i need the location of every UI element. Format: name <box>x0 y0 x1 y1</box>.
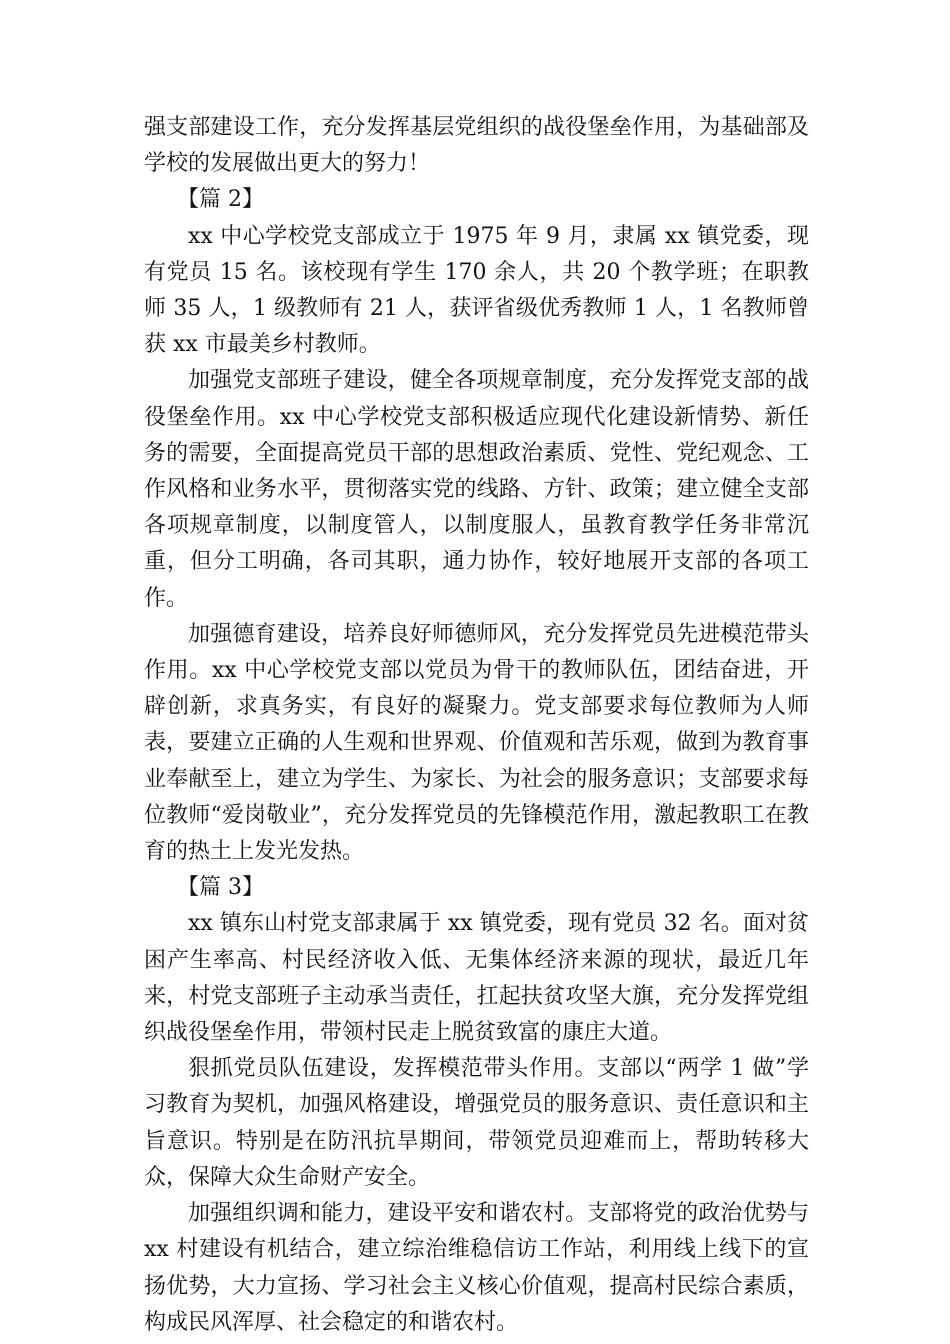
paragraph: xx 中心学校党支部成立于 1975 年 9 月，隶属 xx 镇党委，现有党员 15 名。该校现有学生 170 余人，共 20 个教学班；在职教师 35 人，1 级教师有 21 人，获评省级优秀教师 1 人，1 名教师曾获 xx 市最美乡村教师。 <box>144 223 809 358</box>
continuation-paragraph: 强支部建设工作，充分发挥基层党组织的战役堡垒作用，为基础部及学校的发展做出更大的努力！ <box>144 115 809 177</box>
paragraph: 加强德育建设，培养良好师德师风，充分发挥党员先进模范带头作用。xx 中心学校党支部以党员为骨干的教师队伍，团结奋进，开辟创新，求真务实，有良好的凝聚力。党支部要求每位教师为人师表，要建立正确的人生观和世界观、价值观和苦乐观，做到为教育事业奉献至上，建立为学生、为家长、为社会的服务意识；支部要求每位教师“爱岗敬业”，充分发挥党员的先锋模范作用，激起教职工在教育的热土上发光发热。 <box>144 621 809 865</box>
paragraph: 加强党支部班子建设，健全各项规章制度，充分发挥党支部的战役堡垒作用。xx 中心学校党支部积极适应现代化建设新情势、新任务的需要，全面提高党员干部的思想政治素质、党性、党纪观念、工作风格和业务水平，贯彻落实党的线路、方针、政策；建立健全支部各项规章制度，以制度管人，以制度服人，虽教育教学任务非常沉重，但分工明确，各司其职，通力协作，较好地展开支部的各项工作。 <box>144 368 809 611</box>
section-heading-2: 【篇 2】 <box>177 187 264 213</box>
paragraph: xx 镇东山村党支部隶属于 xx 镇党委，现有党员 32 名。面对贫困产生率高、村民经济收入低、无集体经济来源的现状，最近几年来，村党支部班子主动承当责任，扛起扶贫攻坚大旗，充分发挥党组织战役堡垒作用，带领村民走上脱贫致富的康庄大道。 <box>144 911 809 1046</box>
section-heading-3: 【篇 3】 <box>177 875 264 901</box>
paragraph: 加强组织调和能力，建设平安和谐农村。支部将党的政治优势与 xx 村建设有机结合，建立综治维稳信访工作站，利用线上线下的宣扬优势，大力宣扬、学习社会主义核心价值观，提高村民综合素质，构成民风浑厚、社会稳定的和谐农村。 <box>144 1201 809 1335</box>
paragraph: 狠抓党员队伍建设，发挥模范带头作用。支部以“两学 1 做”学习教育为契机，加强风格建设，增强党员的服务意识、责任意识和主旨意识。特别是在防汛抗旱期间，带领党员迎难而上，帮助转移大众，保障大众生命财产安全。 <box>144 1056 809 1190</box>
document-page <box>144 110 809 1341</box>
